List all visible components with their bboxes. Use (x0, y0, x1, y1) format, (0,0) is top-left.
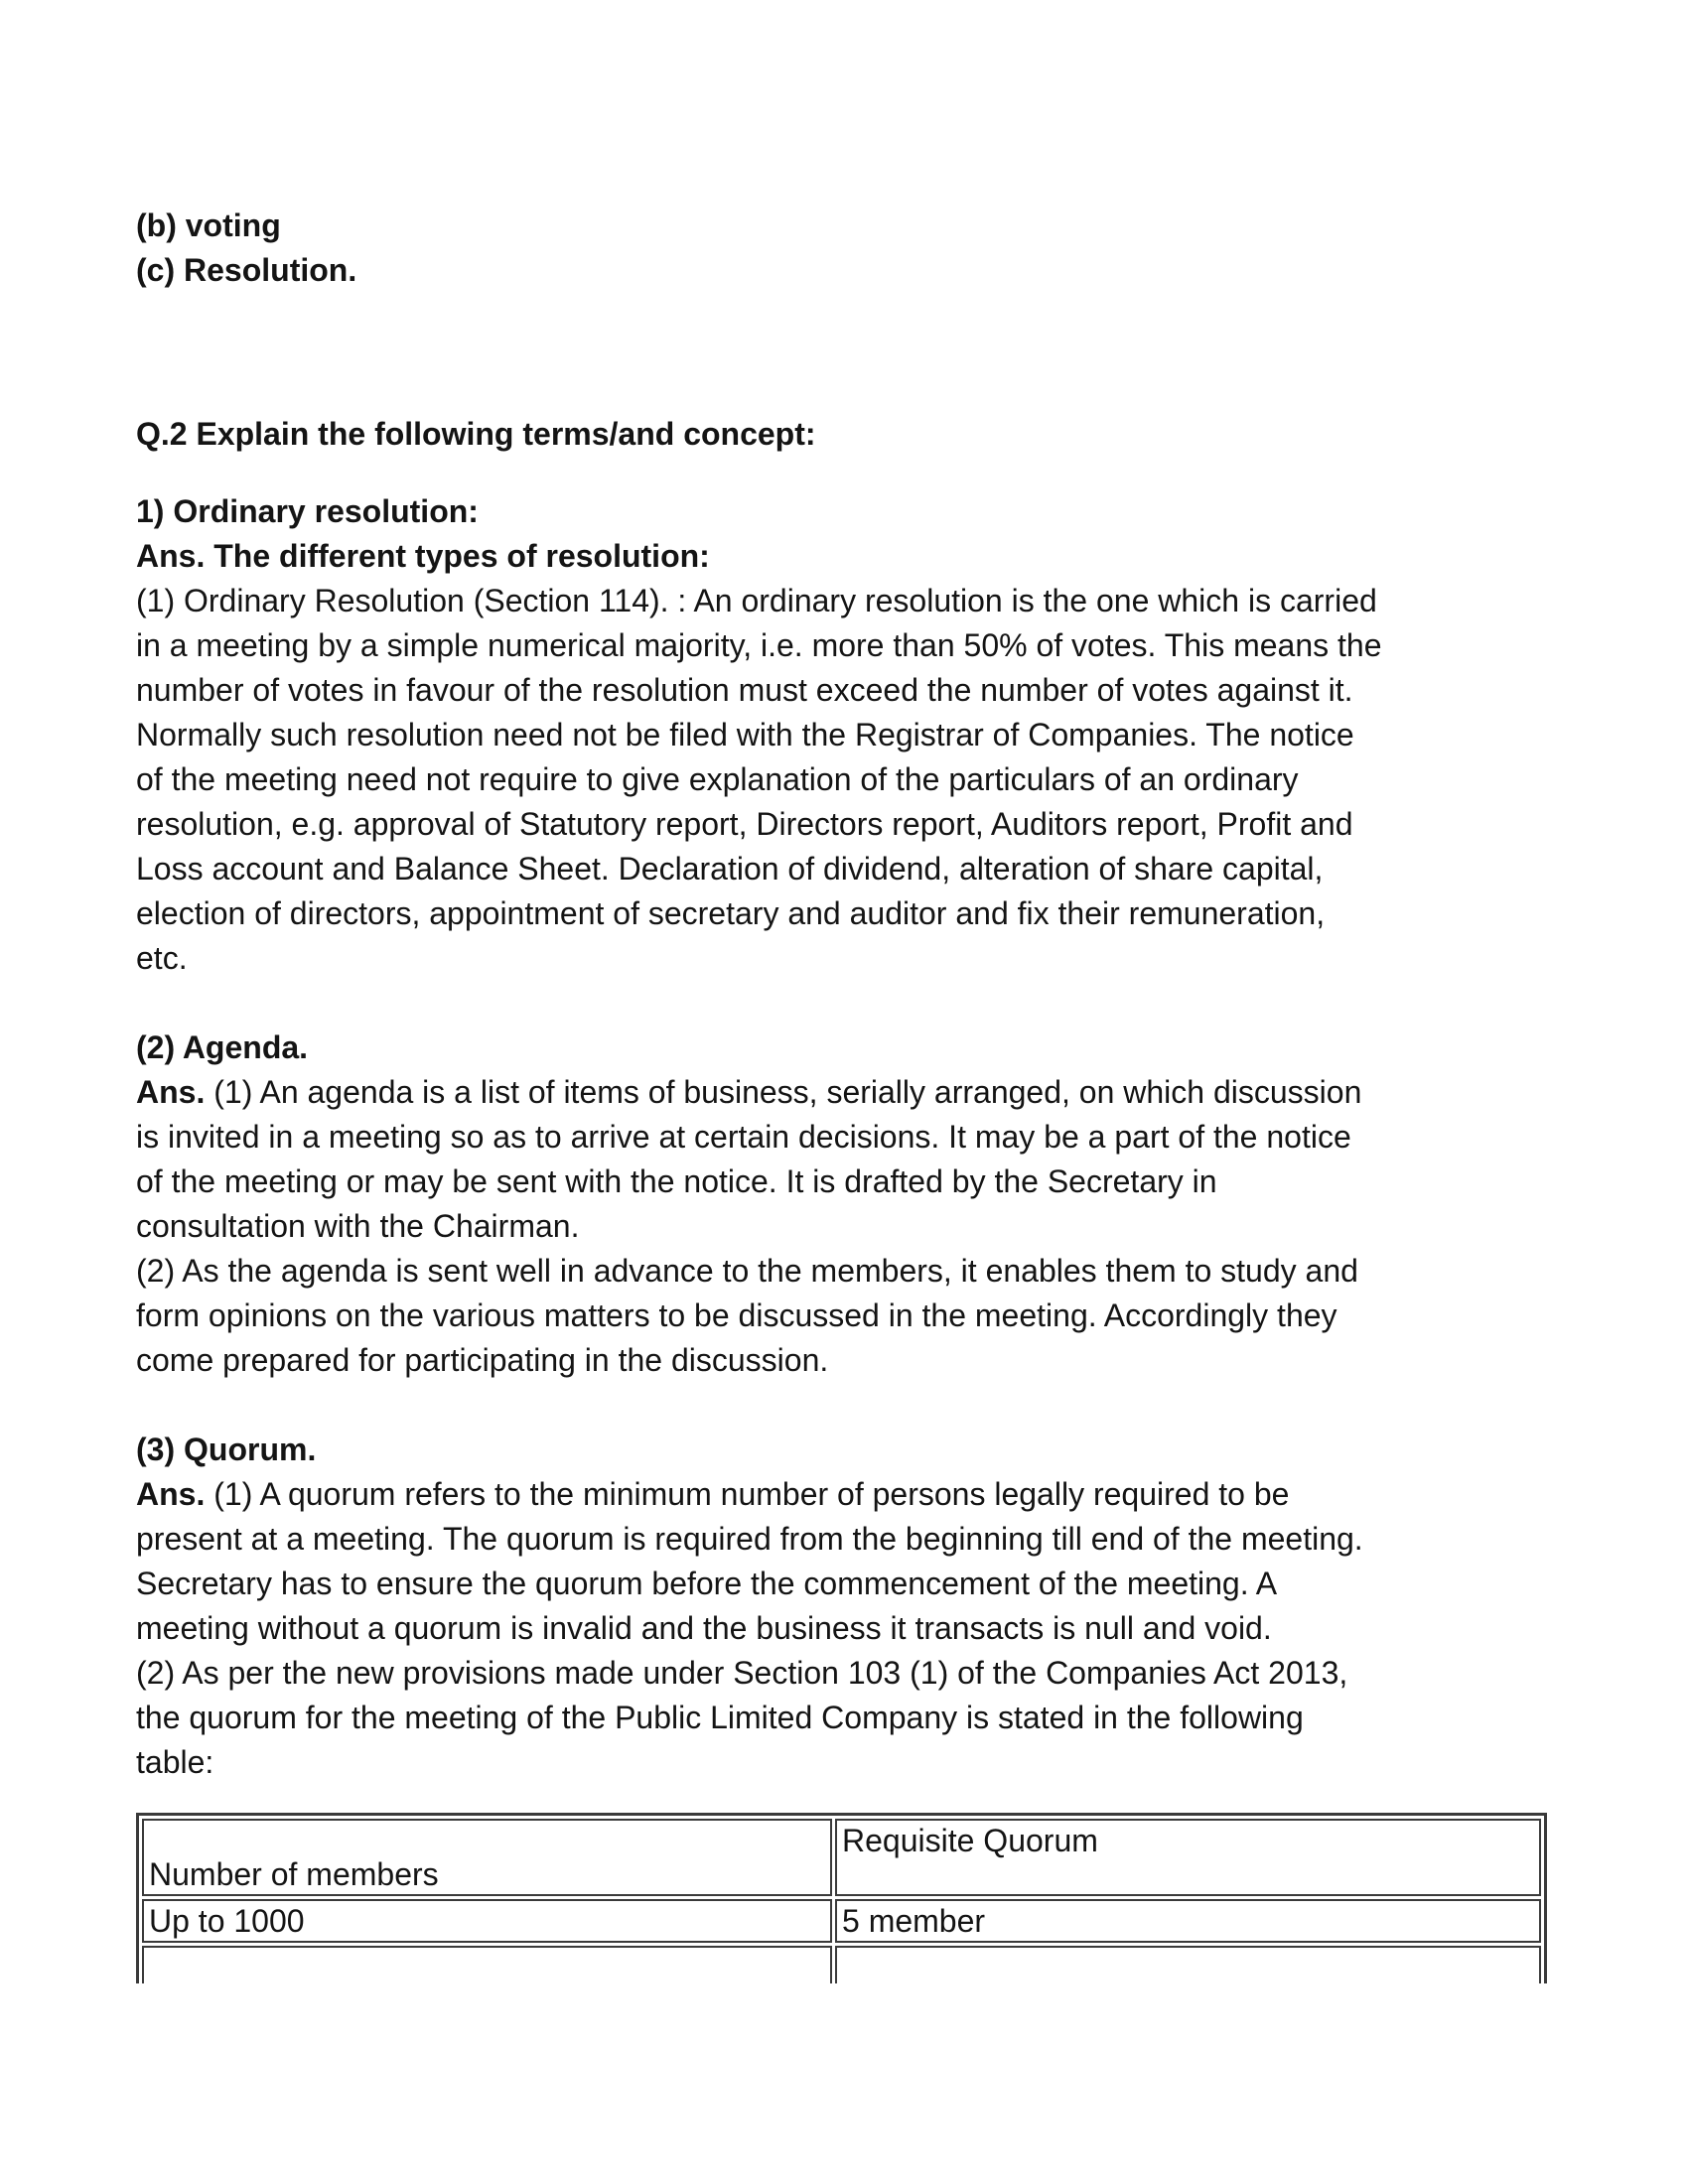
section-quorum (136, 1428, 1566, 1785)
section-ordinary-resolution (136, 489, 1566, 981)
table-header-quorum: Requisite Quorum (835, 1819, 1541, 1896)
paragraph-line: (1) Ordinary Resolution (Section 114). : An ordinary resolution is the one which is carried (136, 583, 1377, 618)
table-header-row (142, 1819, 1541, 1896)
paragraph-line: consultation with the Chairman. (136, 1208, 580, 1244)
ans-label: Ans. (136, 1476, 206, 1512)
paragraph-line: (2) As per the new provisions made under Section 103 (1) of the Companies Act 2013, (136, 1655, 1348, 1691)
paragraph-line (136, 1070, 1566, 1115)
paragraph-line-text: (1) A quorum refers to the minimum number of persons legally required to be (205, 1476, 1290, 1512)
paragraph-line: Secretary has to ensure the quorum before the commencement of the meeting. A (136, 1566, 1278, 1601)
paragraph-line: election of directors, appointment of secretary and auditor and fix their remuneration, (136, 895, 1326, 931)
table-cell-quorum (835, 1946, 1541, 1983)
intro-line-b: (b) voting (136, 207, 281, 243)
paragraph-line (136, 1472, 1566, 1517)
paragraph-line: present at a meeting. The quorum is required from the beginning till end of the meeting. (136, 1521, 1363, 1557)
paragraph-line: etc. (136, 940, 188, 976)
paragraph-line: form opinions on the various matters to be discussed in the meeting. Accordingly they (136, 1297, 1337, 1333)
question-heading: Q.2 Explain the following terms/and concept: (136, 416, 816, 452)
paragraph-line: number of votes in favour of the resolution must exceed the number of votes against it. (136, 672, 1353, 708)
paragraph-line: the quorum for the meeting of the Public Limited Company is stated in the following (136, 1700, 1304, 1735)
table-row-cut-off (142, 1946, 1541, 1983)
paragraph-line: Normally such resolution need not be filed with the Registrar of Companies. The notice (136, 717, 1354, 752)
section-heading: 1) Ordinary resolution: (136, 493, 479, 529)
ans-label: Ans. (136, 1074, 206, 1110)
paragraph-line: (2) As the agenda is sent well in advance to the members, it enables them to study and (136, 1253, 1358, 1289)
paragraph-line: of the meeting need not require to give explanation of the particulars of an ordinary (136, 761, 1299, 797)
paragraph-line: come prepared for participating in the discussion. (136, 1342, 829, 1378)
document-content (136, 204, 1566, 1983)
quorum-table-clip (136, 1813, 1566, 1983)
section-heading: (3) Quorum. (136, 1432, 317, 1467)
paragraph-line: Loss account and Balance Sheet. Declaration of dividend, alteration of share capital, (136, 851, 1324, 887)
paragraph-line: table: (136, 1744, 214, 1780)
paragraph-line-text: (1) An agenda is a list of items of business, serially arranged, on which discussion (205, 1074, 1362, 1110)
paragraph-line: meeting without a quorum is invalid and the business it transacts is null and void. (136, 1610, 1272, 1646)
paragraph-line: in a meeting by a simple numerical majority, i.e. more than 50% of votes. This means the (136, 627, 1382, 663)
section-agenda (136, 1025, 1566, 1383)
intro-list (136, 204, 1566, 293)
section-subheading: Ans. The different types of resolution: (136, 538, 710, 574)
table-header-members: Number of members (142, 1819, 832, 1896)
table-row (142, 1899, 1541, 1943)
quorum-table (136, 1813, 1547, 1983)
section-heading: (2) Agenda. (136, 1029, 309, 1065)
paragraph-line: resolution, e.g. approval of Statutory report, Directors report, Auditors report, Profit and (136, 806, 1353, 842)
paragraph-line: is invited in a meeting so as to arrive at certain decisions. It may be a part of the notice (136, 1119, 1351, 1155)
table-cell-quorum: 5 member (835, 1899, 1541, 1943)
table-cell-members: Up to 1000 (142, 1899, 832, 1943)
paragraph-line: of the meeting or may be sent with the notice. It is drafted by the Secretary in (136, 1163, 1217, 1199)
intro-line-c: (c) Resolution. (136, 252, 357, 288)
table-cell-members (142, 1946, 832, 1983)
